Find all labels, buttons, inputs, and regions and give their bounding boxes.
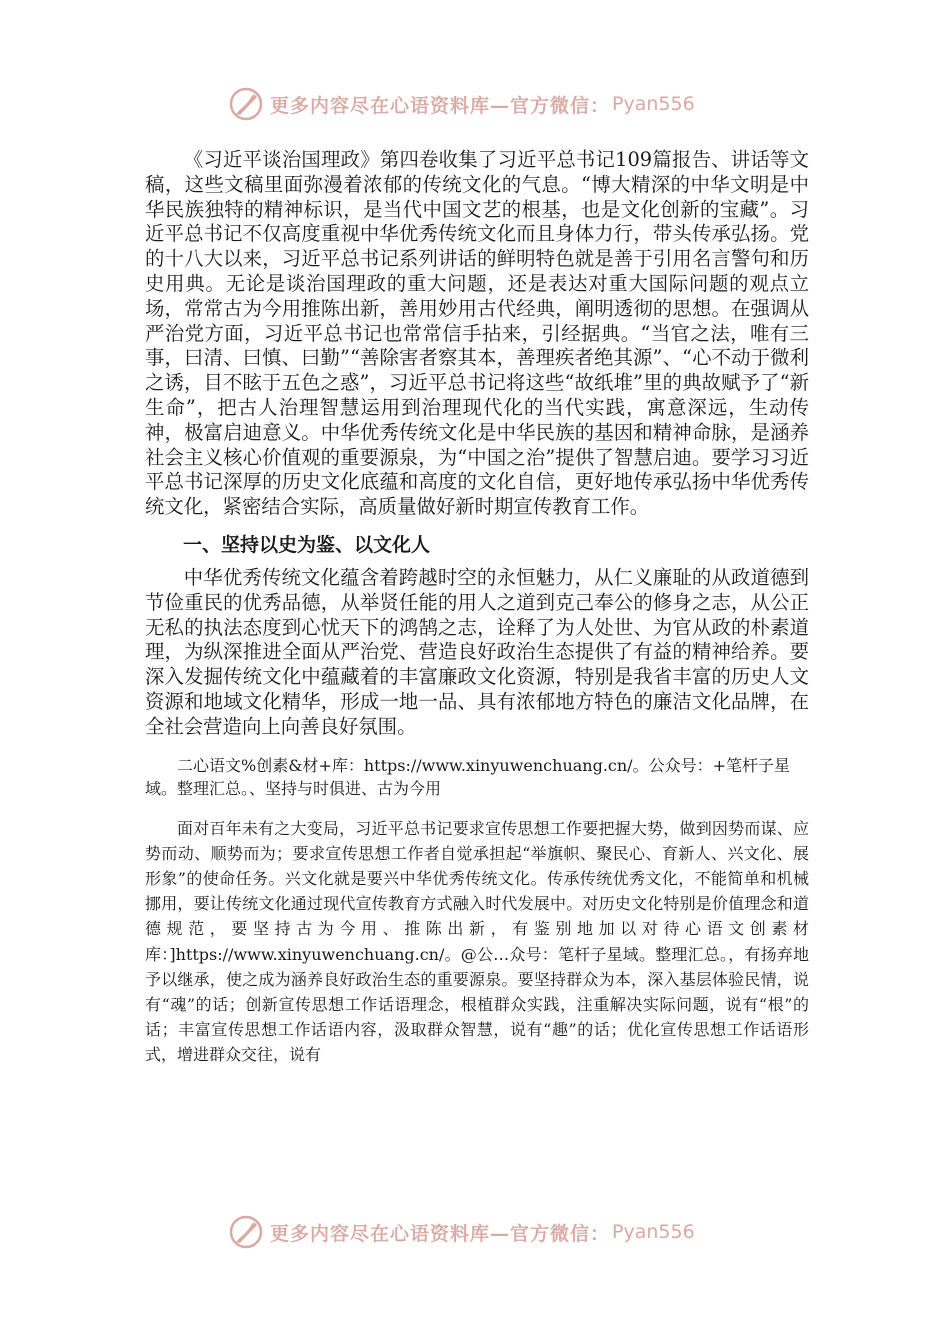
section-2-paragraph: 面对百年未有之大变局，习近平总书记要求宣传思想工作要把握大势，做到因势而谋、应势而动、顺势而为；要求宣传思想工作者自觉承担起“举旗帜、聚民心、育新人、兴文化、展形象”的使命任务。兴文化就是要兴中华优秀传统文化。传承传统优秀文化，不能简单和机械挪用，要让传统文化通过现代宣传教育方式融入时代发展中。对历史文化特别是价值理念和道德规范，要坚持古为今用、推陈出新，有鉴别地加以对待心语文创素材库：]https://www.xinyuwenchuang.cn/。@公…众号：笔杆子星域。整理汇总。，有扬弃地予以继承，使之成为涵养良好政治生态的重要源泉。要坚持群众为本，深入基层体验民情，说有“魂”的话；创新宣传思想工作话语理念，根植群众实践，注重解决实际问题，说有“根”的话；丰富宣传思想工作话语内容，汲取群众智慧，说有“趣”的话；优化宣传思想工作话语形式，增进群众交往，说有 [145,818,809,1065]
footer-text: 更多内容尽在心语资料库—官方微信： [270,1222,611,1245]
quill-logo-icon [228,1214,264,1250]
header-banner [228,84,695,124]
section-1-paragraph: 中华优秀传统文化蕴含着跨越时空的永恒魅力，从仁义廉耻的从政道德到节俭重民的优秀品德，从举贤任能的用人之道到克己奉公的修身之志，从公正无私的执法态度到心忧天下的鸿鹄之志，诠释了为人处世、为官从政的朴素道理，为纵深推进全面从严治党、营造良好政治生态提供了有益的精神给养。要深入发掘传统文化中蕴藏着的丰富廉政文化资源，特别是我省丰富的历史人文资源和地域文化精华，形成一地一品、具有浓郁地方特色的廉洁文化品牌，在全社会营造向上向善良好氛围。 [145,565,809,738]
intro-paragraph: 《习近平谈治国理政》第四卷收集了习近平总书记109篇报告、讲话等文稿，这些文稿里面弥漫着浓郁的传统文化的气息。“博大精深的中华文明是中华民族独特的精神标识，是当代中国文艺的根基，也是文化创新的宝藏”。习近平总书记不仅高度重视中华优秀传统文化而且身体力行，带头传承弘扬。党的十八大以来，习近平总书记系列讲话的鲜明特色就是善于引用名言警句和历史用典。无论是谈治国理政的重大问题，还是表达对重大国际问题的观点立场，常常古为今用推陈出新，善用妙用古代经典，阐明透彻的思想。在强调从严治党方面，习近平总书记也常常信手拈来，引经据典。“当官之法，唯有三事，曰清、曰慎、曰勤”“善除害者察其本，善理疾者绝其源”、“心不动于微利之诱，目不眩于五色之惑”，习近平总书记将这些“故纸堆”里的典故赋予了“新生命”，把古人治理智慧运用到治理现代化的当代实践，寓意深远，生动传神，极富启迪意义。中华优秀传统文化是中华民族的基因和精神命脉，是涵养社会主义核心价值观的重要源泉，为“中国之治”提供了智慧启迪。要学习习近平总书记深厚的历史文化底蕴和高度的文化自信，更好地传承弘扬中华优秀传统文化，紧密结合实际，高质量做好新时期宣传教育工作。 [145,148,809,519]
footer-banner [228,1212,695,1252]
section-heading-1: 一、坚持以史为鉴、以文化人 [183,533,431,556]
document-body [145,148,809,1068]
footer-wechat-id: Pyan556 [612,1221,695,1243]
header-wechat-id: Pyan556 [612,93,695,115]
quill-logo-icon [228,86,264,122]
section-2-heading-paragraph: 二心语文%创素&材+库：https://www.xinyuwenchuang.cn/。公众号：+笔杆子星域。整理汇总。、坚持与时俱进、古为今用 [145,755,790,798]
header-text: 更多内容尽在心语资料库—官方微信： [270,94,611,117]
